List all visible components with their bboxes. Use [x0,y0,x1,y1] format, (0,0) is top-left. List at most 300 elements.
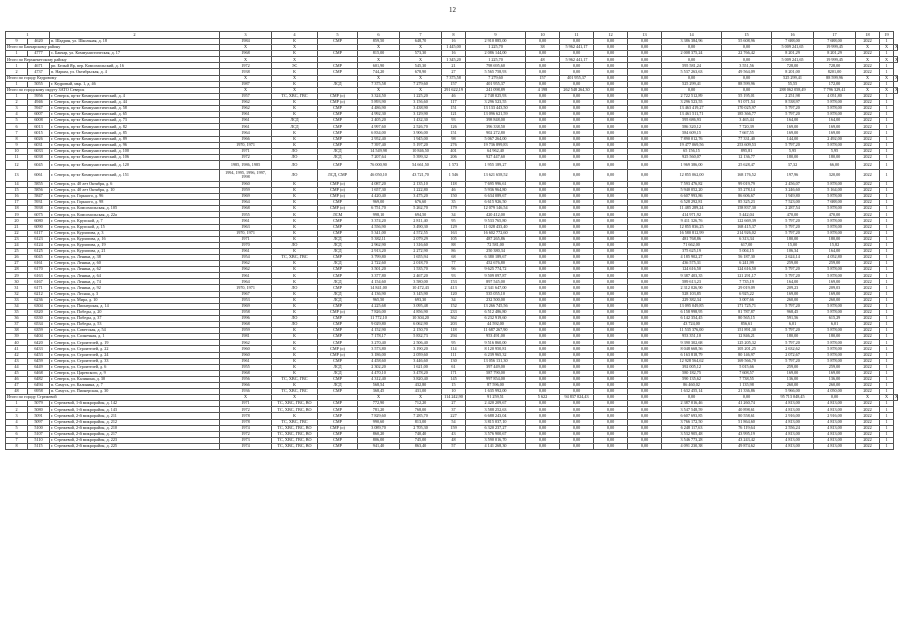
table-cell: 1996 [220,315,272,321]
table-cell: 0,00 [526,39,560,45]
table-cell: 6449 [28,364,50,370]
table-cell: СМР [318,218,358,224]
table-cell: 1 [880,187,894,193]
table-cell: 4 813,00 [772,401,814,407]
table-cell: 1 [880,297,894,303]
table-cell: 77 [442,261,466,267]
table-cell: 320,00 [814,169,856,181]
table-cell: 4 052,80 [814,255,856,261]
table-cell: 0,00 [560,279,594,285]
table-cell: 27 [442,69,466,75]
table-cell: 0,00 [594,303,628,309]
table-cell: ЛСД [318,370,358,376]
table-cell: 5 797,20 [772,328,814,334]
table-cell: 2 150,70 [400,328,442,334]
table-cell: 0,00 [662,75,722,81]
table-cell: СМР [318,160,358,169]
table-cell: 5 878,00 [814,346,856,352]
table-cell: 895,81 [722,148,772,154]
table-cell: 5 797,20 [772,224,814,230]
column-number: 5 [318,32,358,39]
table-cell: 0,00 [814,395,856,401]
table-cell: 5 442,04 [722,212,772,218]
table-cell: 5 797,20 [772,358,814,364]
table-cell: 0,00 [594,224,628,230]
table-cell: 0,00 [526,401,560,407]
table-cell: 401 955,37 [466,81,526,87]
table-cell: ЛСД [318,364,358,370]
table-cell: 0,00 [560,69,594,75]
table-cell: 414 971,92 [662,212,722,218]
table-cell: 2022 [856,437,880,443]
table-cell: 4946 [28,99,50,105]
table-cell: СМР [318,136,358,142]
table-cell: 2022 [856,382,880,388]
table-cell: 3 386 384,96 [662,39,722,45]
table-cell: 587 790,00 [466,370,526,376]
table-cell: 856,61 [722,322,772,328]
table-cell: 2022 [856,364,880,370]
table-cell: 2022 [856,322,880,328]
table-cell: 0,00 [594,130,628,136]
table-cell: 0,00 [560,187,594,193]
table-cell: 528 103,85 [662,291,722,297]
table-cell: 925 560,07 [662,154,722,160]
table-cell: 1 [880,352,894,358]
table-cell: 0,00 [526,51,560,57]
table-cell: 1964 [220,279,272,285]
table-cell: 3 [6,413,28,419]
table-cell: 5947 [28,106,50,112]
table-cell: 180,00 [814,154,856,160]
table-cell: 2022 [856,194,880,200]
table-cell: 1966 [220,136,272,142]
table-cell: 4 051,80 [814,93,856,99]
table-cell: 0,00 [628,118,662,124]
table-cell: 0,00 [560,261,594,267]
table-cell: 0,00 [628,261,662,267]
table-cell: X [856,87,880,93]
table-cell: 86 460,02 [662,382,722,388]
table-cell: 260,00 [772,297,814,303]
table-cell: 2022 [856,273,880,279]
table-cell: 3 246,60 [772,187,814,193]
table-cell: 4 813,00 [772,407,814,413]
table-cell: 7 796 329,41 [814,87,856,93]
table-cell: 398 848,00 [466,118,526,124]
table-cell: 171 [442,370,466,376]
table-cell: 5856 [28,187,50,193]
table-cell: 169,00 [772,124,814,130]
table-cell: К [272,261,318,267]
table-cell: СМР [318,63,358,69]
table-cell: 4 420,40 [358,194,400,200]
table-cell: К [272,267,318,273]
table-cell: 5 797,20 [772,218,814,224]
table-cell: 1959 [220,328,272,334]
table-cell: 233 [442,309,466,315]
table-cell: 6045 [28,255,50,261]
table-cell: 5 399,32 [400,154,442,160]
table-cell: 6 834,00 [358,130,400,136]
table-cell: СМР (о) [318,181,358,187]
table-cell: 5 832,73 [400,334,442,340]
table-cell: 0,00 [628,425,662,431]
table-cell: 0,00 [594,285,628,291]
table-cell: 1 635 992,00 [466,389,526,395]
table-cell: 4 813,00 [772,419,814,425]
table-cell: 4 992,30 [358,112,400,118]
table-cell: 1 [880,328,894,334]
address-cell: г. Северск, пр-кт Коммунистический, д. 96 [50,142,220,148]
table-cell: 35 [6,309,28,315]
table-cell: 0,00 [526,261,560,267]
table-cell: 2022 [856,69,880,75]
table-cell: 12 855 836,25 [662,224,722,230]
table-cell: 0,00 [560,382,594,388]
table-cell: 1 225,70 [466,45,526,51]
table-cell: 0,00 [526,130,560,136]
table-cell: 1 [880,273,894,279]
table-cell: 5855 [28,181,50,187]
table-cell: 0,00 [594,364,628,370]
table-cell: К [272,206,318,212]
table-cell: ЛСД [318,382,358,388]
table-cell: 29 019,09 [722,285,772,291]
table-cell: 965,50 [358,297,400,303]
table-cell: 0,00 [526,297,560,303]
table-cell: 6,01 [814,322,856,328]
table-cell: СМР [318,130,358,136]
table-cell: 1 [880,340,894,346]
table-cell: 262 548 264,30 [560,87,594,93]
table-cell: К [272,413,318,419]
table-cell: 768,00 [400,407,442,413]
table-cell: 1 432,30 [400,118,442,124]
table-cell: 2022 [856,334,880,340]
table-cell: 3 501,20 [358,267,400,273]
table-cell: 1 546 [442,169,466,181]
address-cell: г. Стрежевой, 2-й микрорайон, д. 217 [50,431,220,437]
table-cell: X [895,86,899,92]
table-cell: 8 201,29 [772,51,814,57]
table-cell: 0,00 [526,212,560,218]
table-cell: 10 472,43 [400,285,442,291]
address-cell: рп. Белый Яр, пер. Комсомольский, д. 16 [50,63,220,69]
table-cell: 6 158 998,95 [662,309,722,315]
table-cell: 5 940 052,20 [662,187,722,193]
table-cell: 126 [442,124,466,130]
column-number: 8 [442,32,466,39]
table-cell: 4 813,00 [814,407,856,413]
table-cell: К [272,224,318,230]
table-cell: 0,00 [628,364,662,370]
table-cell: 0,00 [560,401,594,407]
table-cell: 3 190,20 [400,346,442,352]
table-cell: 0,00 [594,87,628,93]
table-cell: 4 813,00 [814,425,856,431]
table-cell: 7 890 012,76 [662,136,722,142]
table-cell: 170 025,97 [722,106,772,112]
table-cell: 2022 [856,376,880,382]
table-cell: 4 225,68 [358,303,400,309]
table-cell: 7 688,00 [772,39,814,45]
table-cell: 3 766 172,50 [662,419,722,425]
table-cell: 396 338,50 [466,124,526,130]
table-cell: 0,00 [594,358,628,364]
table-cell: 4 185 902,27 [662,255,722,261]
table-cell: 0,00 [526,315,560,321]
table-cell: 1 [880,224,894,230]
table-cell: 0,00 [560,181,594,187]
table-cell: 164,00 [814,118,856,124]
column-number: 13 [628,32,662,39]
table-cell: 0,00 [560,51,594,57]
table-cell: 81 787,87 [722,309,772,315]
table-cell: 2022 [856,187,880,193]
table-cell: 99 019,79 [722,181,772,187]
table-cell: 1 [880,160,894,169]
table-cell: 6090 [28,224,50,230]
table-cell: 0,00 [560,212,594,218]
table-cell: 0,00 [628,124,662,130]
table-cell: 1970, 1971 [220,142,272,148]
table-cell: 72 581,00 [466,242,526,248]
table-cell: 2 [6,99,28,105]
table-cell: 55 608,96 [722,39,772,45]
table-cell: 0,00 [526,364,560,370]
table-cell: 288 062 058,49 [772,87,814,93]
table-cell: 13 266 745,56 [466,303,526,309]
table-cell: 0,00 [628,242,662,248]
table-cell: 0,00 [526,389,560,395]
table-cell: 5 878,00 [814,194,856,200]
address-cell: г. Северск, ул. Крупской, д. 15 [50,224,220,230]
table-cell: 1966 [220,382,272,388]
table-cell: 0,00 [628,322,662,328]
table-cell: 5,95 [772,148,814,154]
table-cell: 0,00 [526,443,560,449]
table-cell: 3 089,70 [358,425,400,431]
table-cell: К [272,106,318,112]
table-cell: 6161 [28,261,50,267]
table-cell: 1 657,30 [358,187,400,193]
table-cell: 6117 [28,230,50,236]
table-cell: 5 878,00 [814,267,856,273]
table-cell: 0,00 [526,334,560,340]
table-cell: 7 [6,130,28,136]
table-cell: 3 799,80 [358,255,400,261]
table-cell: 969,00 [358,200,400,206]
table-cell: 927 447,60 [466,154,526,160]
table-cell: 124 616,50 [662,267,722,273]
table-cell: ЛСД [318,154,358,160]
table-cell: 5 936 964,80 [466,187,526,193]
table-cell: 1 [880,236,894,242]
table-cell: 1 [880,181,894,187]
table-cell: К [272,309,318,315]
table-cell: 12 079 146,54 [466,206,526,212]
table-cell: 259,00 [772,364,814,370]
table-cell: 1 [880,309,894,315]
table-cell: 5 164,00 [814,187,856,193]
table-cell: 46 [442,187,466,193]
table-cell: 1970, 1971 [220,230,272,236]
table-cell: 0,00 [628,99,662,105]
table-cell: 120 [442,291,466,297]
table-cell: 0,00 [526,187,560,193]
table-cell: 51 864,60 [722,419,772,425]
table-cell: 42 [6,352,28,358]
table-cell: 2 [6,407,28,413]
table-cell: 2 913,20 [358,248,400,254]
column-number: 4 [272,32,318,39]
table-cell: 0,00 [628,267,662,273]
table-cell: 0,00 [628,200,662,206]
table-cell: 5 797,20 [772,273,814,279]
table-cell: 94 837 024,43 [560,395,594,401]
table-cell: 7 829,60 [358,413,400,419]
table-cell: К [272,352,318,358]
table-cell: 0,00 [560,334,594,340]
address-cell: п. Самусь, ул. Пионерская, д. 30 [50,389,220,395]
table-cell: 1 [880,124,894,130]
table-cell: 86 [442,248,466,254]
table-cell: 6468 [28,370,50,376]
table-cell: 5 797,20 [772,106,814,112]
table-cell: 0,00 [722,87,772,93]
table-cell: 2022 [856,236,880,242]
table-cell: 1 [880,106,894,112]
table-cell: К [272,136,318,142]
table-cell: 36 [6,315,28,321]
table-cell: 0,00 [560,148,594,154]
table-cell: СМР [318,106,358,112]
table-cell: 20 [6,218,28,224]
table-cell: 615,29 [814,315,856,321]
table-cell: 0,00 [560,291,594,297]
table-cell: 16 [6,194,28,200]
table-cell: 2 135,10 [400,181,442,187]
address-cell: г. Северск, ул. Ленина, д. 62 [50,267,220,273]
table-cell: 0,00 [526,437,560,443]
table-cell: 4 486,90 [358,106,400,112]
table-cell: 1985, 1986, 1985 [220,160,272,169]
table-cell: СМР (о) [318,187,358,193]
table-cell: 2 492,00 [814,136,856,142]
table-cell: 96 [442,267,466,273]
table-cell: СМР [318,200,358,206]
table-cell: 153 [442,279,466,285]
table-cell: 1 225,20 [400,93,442,99]
table-cell: 169 566,70 [722,358,772,364]
table-cell: СМР [318,303,358,309]
table-cell: 5 878,00 [814,352,856,358]
table-cell: 3 580,00 [400,279,442,285]
table-cell: 164,00 [772,118,814,124]
table-cell: 1 316,60 [400,242,442,248]
table-cell: 1968 [220,370,272,376]
table-cell: 0,00 [526,328,560,334]
table-cell: 2 387 016,46 [662,401,722,407]
table-cell: 806,00 [358,437,400,443]
table-cell: 6 241,99 [722,261,772,267]
table-cell: 0,00 [594,93,628,99]
table-cell: 0,00 [594,154,628,160]
table-cell: 37 [442,407,466,413]
table-cell: 180,00 [772,154,814,160]
table-cell: 0,00 [628,187,662,193]
table-cell: 6 751,70 [358,206,400,212]
table-cell: 5847 [28,194,50,200]
table-cell: 151 [442,130,466,136]
table-cell: 16 602 772,60 [466,230,526,236]
table-cell: 0,00 [628,255,662,261]
table-cell: 1962 [220,267,272,273]
table-cell: 1 [880,200,894,206]
table-cell: 209,03 [814,285,856,291]
address-cell: г. Северск, ул. Горького, д. 96 [50,194,220,200]
table-cell: 6163 [28,273,50,279]
table-cell: 744,20 [358,69,400,75]
table-cell: 3 438,90 [400,106,442,112]
table-cell: 0,00 [560,309,594,315]
table-cell: 617,00 [722,242,772,248]
table-cell: 1 [880,69,894,75]
table-cell: 1957 [220,93,272,99]
table-cell: 34 [6,303,28,309]
table-cell: 0,00 [560,194,594,200]
table-cell: 6 925,22 [722,291,772,297]
table-cell: 392 005,12 [662,364,722,370]
table-cell: 4 856,90 [400,309,442,315]
table-cell: 7 688,00 [814,200,856,206]
table-cell: 5055 [28,81,50,87]
housing-repair-table [5,31,898,450]
table-cell: 0,00 [722,75,772,81]
table-cell: 91 259,51 [466,395,526,401]
table-cell: К [272,51,318,57]
table-cell: 712,20 [400,401,442,407]
address-cell: г. Стрежевой, 2-й микрорайон, д. 225 [50,443,220,449]
table-cell: 2022 [856,39,880,45]
table-cell: 0,00 [594,431,628,437]
address-cell: г. Северск, ул. 40 лет Октября, д. 6 [50,181,220,187]
table-cell: 209,23 [772,285,814,291]
table-cell: 6123 [28,236,50,242]
table-cell: 6459 [28,358,50,364]
table-cell: 13 133 443,50 [466,106,526,112]
table-cell: 0,00 [628,352,662,358]
table-cell: 6 634 089,67 [466,194,526,200]
table-cell: 1972 [220,63,272,69]
table-cell: 0,00 [594,401,628,407]
table-cell: 0,00 [560,154,594,160]
table-cell: 4 813,00 [814,419,856,425]
table-cell: 3 547 548,59 [662,407,722,413]
table-cell: 0,00 [594,148,628,154]
table-cell: К [272,218,318,224]
table-cell: 5 797,20 [772,267,814,273]
table-cell: 0,00 [628,224,662,230]
table-cell: 111 [442,352,466,358]
table-cell: 1961 [220,112,272,118]
table-cell: 10 [6,148,28,154]
table-cell: ЛО [272,242,318,248]
table-cell: 91 071,54 [722,99,772,105]
address-cell: г. Северск, ул. Ленина, д. 38 [50,255,220,261]
table-cell: 169,00 [814,370,856,376]
